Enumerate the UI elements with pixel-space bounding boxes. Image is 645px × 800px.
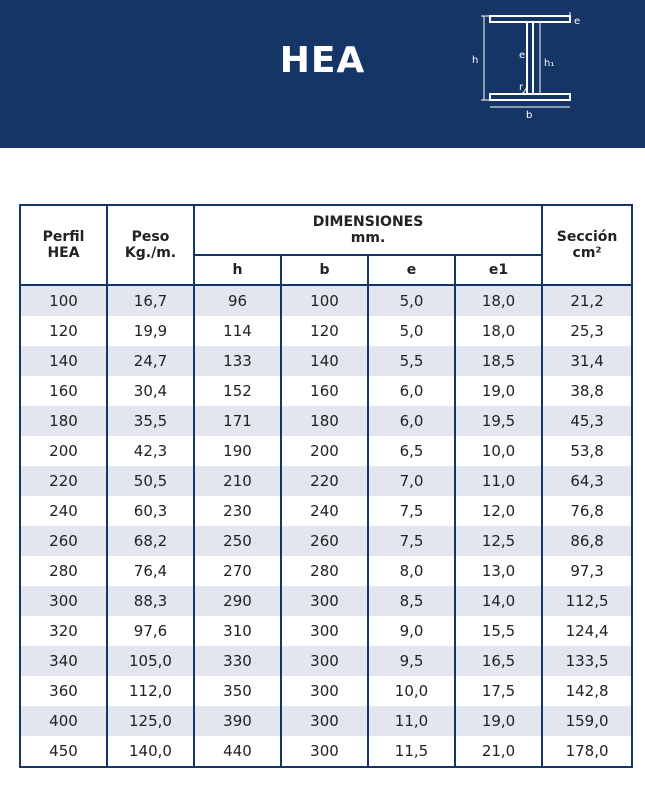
cell-seccion: 97,3 xyxy=(542,556,632,586)
hea-profile-diagram xyxy=(470,8,590,118)
hea-table xyxy=(19,204,633,768)
cell-peso: 125,0 xyxy=(107,706,194,736)
header-h: h xyxy=(194,255,281,285)
cell-e1: 19,0 xyxy=(455,706,542,736)
cell-perfil: 120 xyxy=(20,316,107,346)
cell-seccion: 124,4 xyxy=(542,616,632,646)
cell-b: 300 xyxy=(281,646,368,676)
cell-b: 100 xyxy=(281,285,368,316)
table-row xyxy=(20,436,632,466)
cell-e: 8,0 xyxy=(368,556,455,586)
cell-b: 300 xyxy=(281,706,368,736)
cell-perfil: 160 xyxy=(20,376,107,406)
header-banner xyxy=(0,0,645,148)
cell-perfil: 100 xyxy=(20,285,107,316)
cell-peso: 105,0 xyxy=(107,646,194,676)
cell-perfil: 300 xyxy=(20,586,107,616)
label-h: h xyxy=(472,55,479,66)
label-e: e xyxy=(574,16,581,27)
cell-b: 260 xyxy=(281,526,368,556)
cell-h: 133 xyxy=(194,346,281,376)
header-e1: e1 xyxy=(455,255,542,285)
table-row xyxy=(20,285,632,316)
cell-h: 250 xyxy=(194,526,281,556)
cell-e1: 18,0 xyxy=(455,285,542,316)
cell-h: 310 xyxy=(194,616,281,646)
cell-h: 440 xyxy=(194,736,281,767)
table-row xyxy=(20,376,632,406)
cell-e: 6,5 xyxy=(368,436,455,466)
cell-e: 7,5 xyxy=(368,526,455,556)
cell-e1: 16,5 xyxy=(455,646,542,676)
cell-peso: 88,3 xyxy=(107,586,194,616)
cell-b: 120 xyxy=(281,316,368,346)
cell-perfil: 400 xyxy=(20,706,107,736)
cell-e1: 15,5 xyxy=(455,616,542,646)
cell-perfil: 180 xyxy=(20,406,107,436)
cell-peso: 68,2 xyxy=(107,526,194,556)
cell-h: 171 xyxy=(194,406,281,436)
cell-seccion: 86,8 xyxy=(542,526,632,556)
header-seccion: Sección cm² xyxy=(542,205,632,285)
cell-peso: 60,3 xyxy=(107,496,194,526)
cell-e: 8,5 xyxy=(368,586,455,616)
cell-b: 220 xyxy=(281,466,368,496)
cell-perfil: 260 xyxy=(20,526,107,556)
cell-h: 290 xyxy=(194,586,281,616)
table-row xyxy=(20,736,632,767)
cell-b: 140 xyxy=(281,346,368,376)
page-title: HEA xyxy=(279,40,366,81)
bottom-flange xyxy=(490,94,570,100)
cell-e1: 12,0 xyxy=(455,496,542,526)
cell-e: 11,0 xyxy=(368,706,455,736)
label-b: b xyxy=(526,110,533,118)
cell-e1: 10,0 xyxy=(455,436,542,466)
cell-b: 300 xyxy=(281,676,368,706)
cell-h: 270 xyxy=(194,556,281,586)
table-row xyxy=(20,316,632,346)
cell-b: 300 xyxy=(281,616,368,646)
cell-b: 160 xyxy=(281,376,368,406)
cell-b: 300 xyxy=(281,736,368,767)
cell-e: 7,5 xyxy=(368,496,455,526)
cell-h: 96 xyxy=(194,285,281,316)
cell-e1: 18,5 xyxy=(455,346,542,376)
cell-peso: 42,3 xyxy=(107,436,194,466)
cell-e: 5,0 xyxy=(368,316,455,346)
cell-e: 6,0 xyxy=(368,376,455,406)
cell-perfil: 280 xyxy=(20,556,107,586)
cell-h: 330 xyxy=(194,646,281,676)
cell-e: 10,0 xyxy=(368,676,455,706)
cell-h: 190 xyxy=(194,436,281,466)
label-web-e: e xyxy=(519,50,526,61)
cell-e1: 14,0 xyxy=(455,586,542,616)
header-perfil: Perfil HEA xyxy=(20,205,107,285)
table-row xyxy=(20,406,632,436)
table-row xyxy=(20,646,632,676)
table-row xyxy=(20,616,632,646)
cell-e1: 11,0 xyxy=(455,466,542,496)
cell-perfil: 240 xyxy=(20,496,107,526)
cell-e: 9,5 xyxy=(368,646,455,676)
cell-seccion: 64,3 xyxy=(542,466,632,496)
cell-e1: 21,0 xyxy=(455,736,542,767)
cell-e1: 19,0 xyxy=(455,376,542,406)
cell-seccion: 38,8 xyxy=(542,376,632,406)
header-e: e xyxy=(368,255,455,285)
cell-h: 390 xyxy=(194,706,281,736)
cell-e: 5,0 xyxy=(368,285,455,316)
cell-e: 6,0 xyxy=(368,406,455,436)
cell-h: 210 xyxy=(194,466,281,496)
cell-b: 300 xyxy=(281,586,368,616)
cell-seccion: 31,4 xyxy=(542,346,632,376)
cell-seccion: 133,5 xyxy=(542,646,632,676)
cell-e: 11,5 xyxy=(368,736,455,767)
cell-seccion: 178,0 xyxy=(542,736,632,767)
cell-peso: 30,4 xyxy=(107,376,194,406)
cell-e1: 17,5 xyxy=(455,676,542,706)
cell-perfil: 340 xyxy=(20,646,107,676)
table-body xyxy=(20,285,632,767)
label-h1: h₁ xyxy=(544,58,555,69)
cell-b: 240 xyxy=(281,496,368,526)
cell-perfil: 450 xyxy=(20,736,107,767)
cell-b: 180 xyxy=(281,406,368,436)
cell-e1: 19,5 xyxy=(455,406,542,436)
cell-e1: 12,5 xyxy=(455,526,542,556)
table-row xyxy=(20,346,632,376)
cell-e: 7,0 xyxy=(368,466,455,496)
cell-h: 114 xyxy=(194,316,281,346)
cell-peso: 112,0 xyxy=(107,676,194,706)
header-dimensiones: DIMENSIONES mm. xyxy=(194,205,542,255)
cell-peso: 19,9 xyxy=(107,316,194,346)
cell-b: 200 xyxy=(281,436,368,466)
cell-e1: 13,0 xyxy=(455,556,542,586)
table-row xyxy=(20,556,632,586)
cell-seccion: 25,3 xyxy=(542,316,632,346)
top-flange xyxy=(490,16,570,22)
cell-perfil: 320 xyxy=(20,616,107,646)
table-row xyxy=(20,676,632,706)
cell-e1: 18,0 xyxy=(455,316,542,346)
cell-peso: 24,7 xyxy=(107,346,194,376)
cell-seccion: 45,3 xyxy=(542,406,632,436)
header-b: b xyxy=(281,255,368,285)
cell-perfil: 360 xyxy=(20,676,107,706)
cell-e: 5,5 xyxy=(368,346,455,376)
cell-perfil: 200 xyxy=(20,436,107,466)
cell-h: 350 xyxy=(194,676,281,706)
cell-seccion: 53,8 xyxy=(542,436,632,466)
cell-perfil: 220 xyxy=(20,466,107,496)
cell-perfil: 140 xyxy=(20,346,107,376)
header-peso: Peso Kg./m. xyxy=(107,205,194,285)
cell-seccion: 76,8 xyxy=(542,496,632,526)
table-row xyxy=(20,466,632,496)
cell-seccion: 112,5 xyxy=(542,586,632,616)
cell-peso: 140,0 xyxy=(107,736,194,767)
cell-h: 230 xyxy=(194,496,281,526)
table-row xyxy=(20,706,632,736)
table-row xyxy=(20,586,632,616)
cell-seccion: 159,0 xyxy=(542,706,632,736)
cell-peso: 50,5 xyxy=(107,466,194,496)
cell-b: 280 xyxy=(281,556,368,586)
table-row xyxy=(20,496,632,526)
cell-e: 9,0 xyxy=(368,616,455,646)
cell-h: 152 xyxy=(194,376,281,406)
cell-seccion: 142,8 xyxy=(542,676,632,706)
cell-peso: 76,4 xyxy=(107,556,194,586)
label-r: r xyxy=(519,82,524,93)
cell-seccion: 21,2 xyxy=(542,285,632,316)
cell-peso: 97,6 xyxy=(107,616,194,646)
cell-peso: 16,7 xyxy=(107,285,194,316)
table-row xyxy=(20,526,632,556)
cell-peso: 35,5 xyxy=(107,406,194,436)
